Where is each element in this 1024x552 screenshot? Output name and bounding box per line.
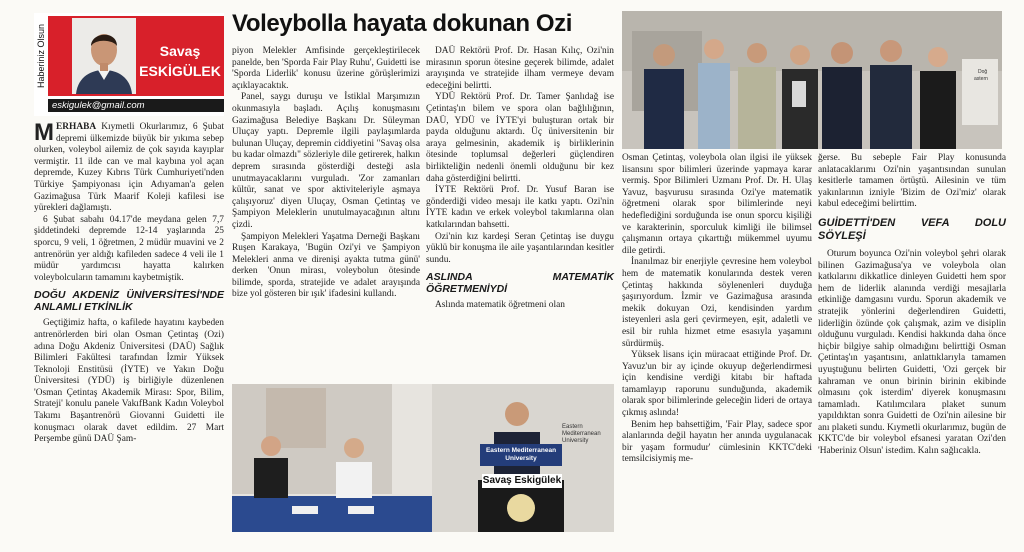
paragraph: Panel, saygı duruşu ve İstiklal Marşımızın okunmasıyla başladı. Açılış konuşmasını Gazimağusa Belediye Başkanı Dr. Süleyman Uluçay yaptı. Depremle ilgili paylaşımlarda bulunan Uluçay, depremin ciddiyetini "Savaş olsa bu kadar olmazdı" sözleriyle dile getirerek, halkın deprem sırasında gösterdiği desteği asla unutmayacaklarını vurguladı. 'Zor zamanları kültür, sanat ve spor aktiviteleriyle aşmaya çalışıyoruz' diyen Uluçay, Osman Çetintaş ve Şampiyon Meleklerin unutulmayacağının altını çizdi. bbox=[232, 92, 420, 230]
wall-logo-text: Eastern Mediterranean University bbox=[562, 424, 601, 444]
column-3 bbox=[426, 46, 614, 312]
paragraph: 6 Şubat sabahı 04.17'de meydana gelen 7,7 şiddetindeki depremde 12-14 yaşlarında 25 sporcu, 9 veli, 1 öğretmen, 2 müdür muavini ve 2 antrenörün yer aldığı kafileden sadece 4 veli ile 1 müdür yardımcısı hayatta kalırken voleybolcuların tamamını kaybetmiştik. bbox=[34, 214, 224, 283]
panel-photo bbox=[232, 384, 614, 532]
paragraph: ğerse. Bu sebeple Fair Play konusunda anlatacaklarımı Ozi'nin yaşantısından sunulan kesitlerle tamamen örtüştü. Ailesinin ve tüm yakınlarının izniyle 'Bizim de Ozi'miz' olarak kabul edeceğimi belirttim. bbox=[818, 153, 1006, 210]
podium-banner bbox=[480, 444, 562, 466]
paragraph: DAÜ Rektörü Prof. Dr. Hasan Kılıç, Ozi'nin mirasının sporun ötesine geçerek bilimde, adalet arayışında ve stratejide ilham vermeye devam edeceğini belirtti. bbox=[426, 46, 614, 91]
paragraph: Oturum boyunca Ozi'nin voleybol şehri olarak bilinen Gazimağusa'ya ve voleybola olan katkılarını dikkatlice dinleyen Guidetti hem spor hem de liderlik alanında verdiği mesajlarla etkinliğe damgasını vurdu. Sporun akademik ve stratejik yönlerini değerlendiren Guidetti, liderliğin özünde çok çalışmak, azim ve disiplin olduğunu vurguladı. Kendisi hakkında daha önce hiçbir bilgiye sahip olmadığını belirttiği Osman Çetintaş'ın yaşantısını, anlattıklarıyla tamamen uyuştuğunu belirten Guidetti, 'Ozi gerçek bir kahraman ve onun birinin birinin ekibinde olmasını çok isterdim' diyerek konuşmasını tamamladı. Katılımcılara plaket sunum yapıldıktan sonra Guidetti de Ozi'nin ailesine bir anı plaketi sundu. Kıymetli okurlarımız, bugün de KKTC'de bir voleybol efsanesi yaratan Ozi'den 'Haberiniz Olsun' istedim. Kalın sağlıcakla. bbox=[818, 248, 1006, 457]
wall-sign-text: Doğ bbox=[978, 69, 988, 75]
lead-bold: ERHABA bbox=[56, 122, 97, 132]
paragraph: Şampiyon Melekleri Yaşatma Derneği Başkanı Ruşen Karakaya, 'Bugün Ozi'yi ve Şampiyon Melekleri anma ve direnişi ayakta tutma günü' derken 'Onun mirası, voleybolun ötesinde bilimde, sporda, stratejide ve adalet arayışında bize yol gösteren bir ışık' ifadesini kullandı. bbox=[232, 231, 420, 300]
article-headline: Voleybolla hayata dokunan Ozi bbox=[232, 10, 573, 37]
column-1 bbox=[34, 119, 224, 446]
subheading: GUİDETTİ'DEN VEFA DOLU SÖYLEŞİ bbox=[818, 216, 1006, 242]
paragraph: İYTE Rektörü Prof. Dr. Yusuf Baran ise gönderdiği video mesajı ile katkı yaptı. Ozi'nin İYTE kadın ve erkek voleybol takımlarına olan katkılarından bahsetti. bbox=[426, 185, 614, 230]
paragraph: İnanılmaz bir enerjiyle çevresine hem voleybol hem de matematik konularında destek veren Çetintaş hakkında söylenenleri duyduğa şaşırıyordum. İzmir ve Gazimağusa arasında mekik dokuyan Ozi, kendisinden yardım isteyenleri asla geri çevirmeyen, eşit, adaletli ve esil bir ruhla hizmet etme esasıyla yaşamını sürdürmüş. bbox=[622, 257, 812, 349]
paragraph: Osman Çetintaş, voleybola olan ilgisi ile yüksek lisansını spor bilimleri üzerinde yapmaya karar vermiş. Spor Bilimleri Uzmanı Prof. Dr. H. Ulaş Yavuz, başvurusu sırasında Ozi'ye matematik öğretmeni olarak spor bilimlerinde neyi hedeflediğini sorduğunda ise onun sporcu kişiliği ve karakterinin, sporculuk kimliği ile bilimsel çalışmanın ortaya çıkarttığı mükemmel uyumu dile getirdi. bbox=[622, 153, 812, 256]
subheading: DOĞU AKDENİZ ÜNİVERSİTESİ'NDE ANLAMLI ETKİNLİK bbox=[34, 289, 224, 314]
dropcap: M bbox=[34, 119, 54, 146]
column-5 bbox=[818, 153, 1006, 458]
author-photo bbox=[72, 18, 136, 94]
column-4 bbox=[622, 153, 812, 466]
paragraph: Ozi'nin kız kardeşi Seran Çetintaş ise duygu yüklü bir konuşma ile aile yaşantılarından kesitler sundu. bbox=[426, 231, 614, 265]
paragraph: Yüksek lisans için müracaat ettiğinde Prof. Dr. Yavuz'un bir ay içinde okuyup değerlendirmesi için kendisine verdiği kitabı bir haftada tamamlayıp raporunu sunduğunda, akademik olarak spor bilimlerinde geleceğin lideri de ortaya çıkmış aslında! bbox=[622, 350, 812, 419]
photo-caption: Savaş Eskigülek bbox=[482, 475, 562, 486]
banner-line: University bbox=[505, 455, 537, 462]
author-portrait-icon bbox=[72, 18, 136, 94]
author-email: eskigulek@gmail.com bbox=[52, 100, 145, 111]
author-first-name: Savaş bbox=[159, 43, 201, 59]
paragraph: Geçtiğimiz hafta, o kafilede hayatını kaybeden antrenörlerden biri olan Osman Çetintaş (Ozi) adına Doğu Akdeniz Üniversitesi (DAÜ) Sağlık Bilimleri Fakültesi tarafından İzmir Yüksek Teknoloji Enstitüsü (İYTE) ve Yakın Doğu Üniversitesi (YDÜ) iş birliğiyle düzenlenen 'Osman Çetintaş Akademik Mirası: Spor, Bilim, Strateji' konulu panele VakıfBank Kadın Voleybol Takımı Başantrenörü Giovanni Guidetti ile konuşmacı olarak davet edildim. 27 Mart Perşembe günü DAÜ Şam- bbox=[34, 318, 224, 445]
author-header bbox=[34, 13, 224, 116]
award-group-photo bbox=[622, 11, 1002, 149]
paragraph: Aslında matematik öğretmeni olan bbox=[435, 300, 565, 311]
author-last-name: ESKİGÜLEK bbox=[139, 63, 221, 79]
lead-paragraph bbox=[34, 119, 224, 215]
banner-line: Eastern Mediterranean bbox=[485, 447, 557, 454]
paragraph: Benim hep bahsettiğim, 'Fair Play, sadece spor alanlarında değil hayatın her anında uygulanacak bir yaşam formudur' cümlesinin KKTC'deki temsilcisiymiş me- bbox=[622, 419, 812, 465]
paragraph: piyon Melekler Amfisinde gerçekleştirilecek panelde, ben 'Sporda Fair Play Ruhu', Guidetti ise 'Sporda Liderlik' konusu üzerine görüşlerimizi açıklayacaktık. bbox=[232, 46, 420, 91]
group-photo-illustration bbox=[622, 11, 1002, 149]
column-vertical-label: Haberiniz Olsun bbox=[36, 23, 46, 89]
paragraph: YDÜ Rektörü Prof. Dr. Tamer Şanlıdağ ise Çetintaş'ın bilem ve spora olan bağlılığının, DAÜ, YDÜ ve İYTE'yi buluşturan ortak bir payda olduğunu aktardı. Üç üniversitenin bir araya gelmesinin, akademik iş birliklerinin ötesinde toplumsal değerleri güçlendiren birlikteliğin nedenli önemli olduğunu bir kez daha gösterdiğini belirtti. bbox=[426, 92, 614, 184]
lead-text: Kıymetli Okurlarımız, 6 Şubat depremi ülkemizde büyük bir yıkıma sebep olurken, voleybol ailemiz de çok sayıda kayıplar vermiştir. 11 ilde can ve mal kaybına yol açan depremde, Kuzey Kıbrıs Türk Cumhuriyeti'nden Türkiye Şampiyonası için Adıyaman'a gelen Gazimağusa Türk Maarif Koleji kafilesi ise yürekleri dağlamıştı. bbox=[34, 122, 224, 214]
column-2 bbox=[232, 46, 420, 301]
subheading: ASLINDA MATEMATİK ÖĞRETMENİYDİ bbox=[426, 271, 614, 296]
wall-sign-text: astern bbox=[974, 76, 988, 82]
